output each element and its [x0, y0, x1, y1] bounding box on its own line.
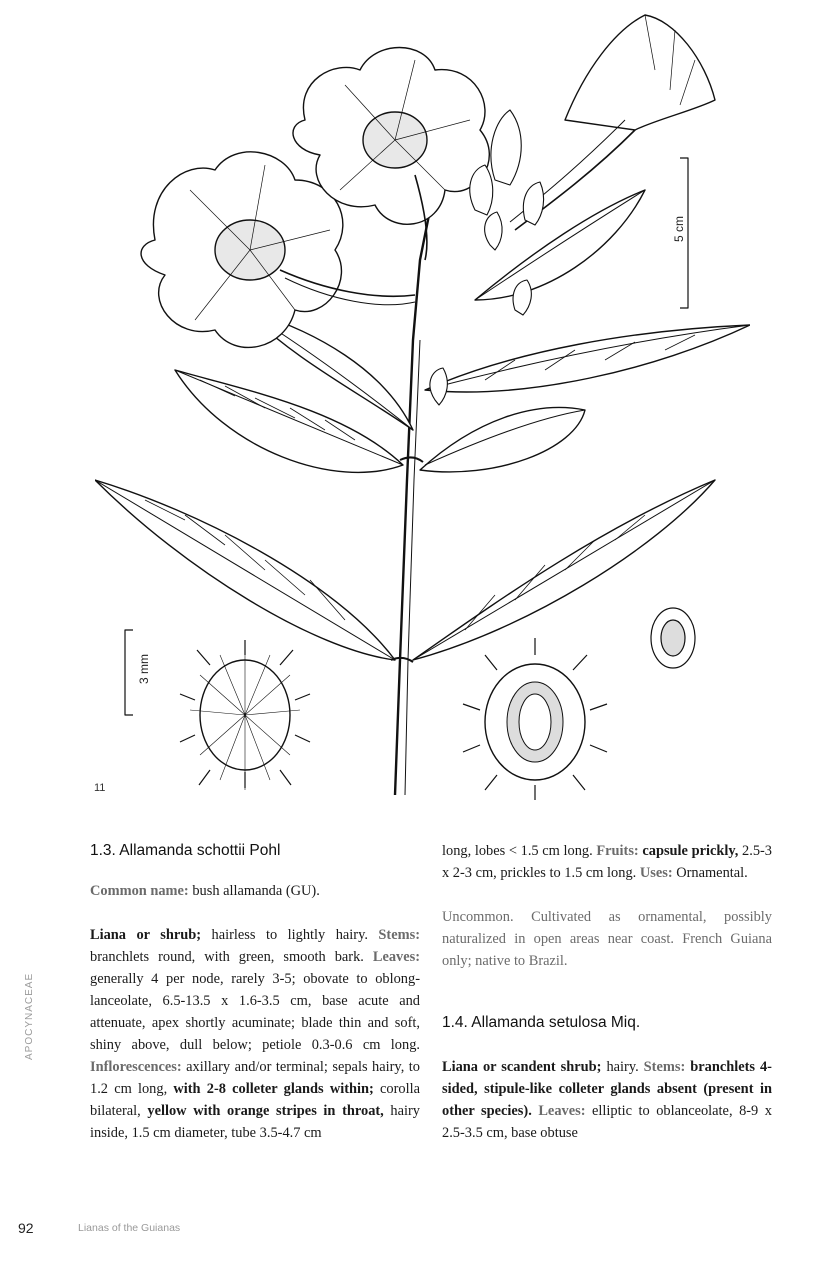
desc-bold: branchlets 4-sided, stipule-like colleter glands absent (present in other species). — [442, 1059, 772, 1119]
desc-text: hairy inside, 1.5 cm diameter, tube 3.5-4.7 cm — [90, 1103, 420, 1141]
figure-number: 11 — [94, 782, 106, 794]
species-description — [90, 924, 420, 1144]
fruit-capsule-prickly — [180, 640, 310, 790]
main-stem-inner — [405, 340, 420, 795]
page-number: 92 — [18, 1220, 34, 1236]
node-ring — [400, 457, 423, 462]
scale-bar-bottom — [125, 630, 133, 715]
stems-label: Stems: — [378, 927, 420, 943]
desc-text: branchlets round, with green, smooth bark. — [90, 949, 373, 965]
distribution-note: Uncommon. Cultivated as ornamental, possibly naturalized in open areas near coast. French Guiana only; native to Brazil. — [442, 909, 772, 969]
desc-text: 2.5-3 x 2-3 cm, prickles to 1.5 cm long. — [442, 843, 773, 881]
botanical-illustration — [95, 10, 750, 800]
description-continued — [442, 840, 772, 884]
seed — [651, 608, 695, 668]
stems-label: Stems: — [643, 1059, 686, 1075]
desc-text: hairy. — [601, 1059, 644, 1075]
inflorescences-label: Inflorescences: — [90, 1059, 182, 1075]
scale-label-5cm: 5 cm — [672, 215, 686, 242]
left-column — [90, 840, 420, 1144]
leaf-right-middle — [420, 408, 585, 472]
uses-label: Uses: — [639, 865, 673, 881]
desc-text: generally 4 per node, rarely 3-5; obovate to oblong-lanceolate, 6.5-13.5 x 1.6-3.5 cm, base acute and attenuate, apex shortly acuminate; blade thin and soft, shiny above, dull below; petiole 0.3-0.6 cm long. — [90, 971, 420, 1053]
desc-text: axillary and/or terminal; sepals hairy, to 1.2 cm long, — [90, 1059, 420, 1097]
desc-text: elliptic to oblanceolate, 8-9 x 2.5-3.5 cm, base obtuse — [442, 1103, 772, 1141]
habit: Liana or shrub; — [90, 927, 202, 943]
common-name-label: Common name: — [90, 883, 189, 899]
common-name — [90, 880, 420, 902]
right-column — [442, 840, 772, 1144]
leaf-right-upper — [425, 325, 750, 392]
desc-text: Ornamental. — [672, 865, 748, 881]
leaves-label: Leaves: — [372, 949, 420, 965]
scale-label-3mm: 3 mm — [137, 654, 151, 684]
species-heading: 1.3. Allamanda schottii Pohl — [90, 842, 281, 859]
desc-bold: with 2-8 colleter glands within; — [173, 1081, 374, 1097]
family-side-tab: APOCYNACEAE — [24, 972, 35, 1060]
desc-bold: capsule prickly, — [638, 843, 739, 859]
leaf-far-left — [95, 480, 395, 660]
species-description-2 — [442, 1056, 772, 1144]
leaf-right-top — [475, 190, 645, 300]
desc-text: corolla bilateral, — [90, 1081, 420, 1119]
fruit-capsule-open — [463, 638, 607, 800]
desc-bold: yellow with orange stripes in throat, — [147, 1103, 384, 1119]
common-name-text: bush allamanda (GU). — [192, 883, 320, 899]
fruits-label: Fruits: — [596, 843, 639, 859]
running-head: Lianas of the Guianas — [78, 1222, 181, 1234]
species-heading-2: 1.4. Allamanda setulosa Miq. — [442, 1014, 641, 1031]
main-stem — [395, 160, 440, 795]
desc-text: long, lobes < 1.5 cm long. — [442, 843, 597, 859]
desc-text: hairless to lightly hairy. — [201, 927, 379, 943]
leaves-label: Leaves: — [531, 1103, 586, 1119]
habit: Liana or scandent shrub; — [442, 1059, 602, 1075]
